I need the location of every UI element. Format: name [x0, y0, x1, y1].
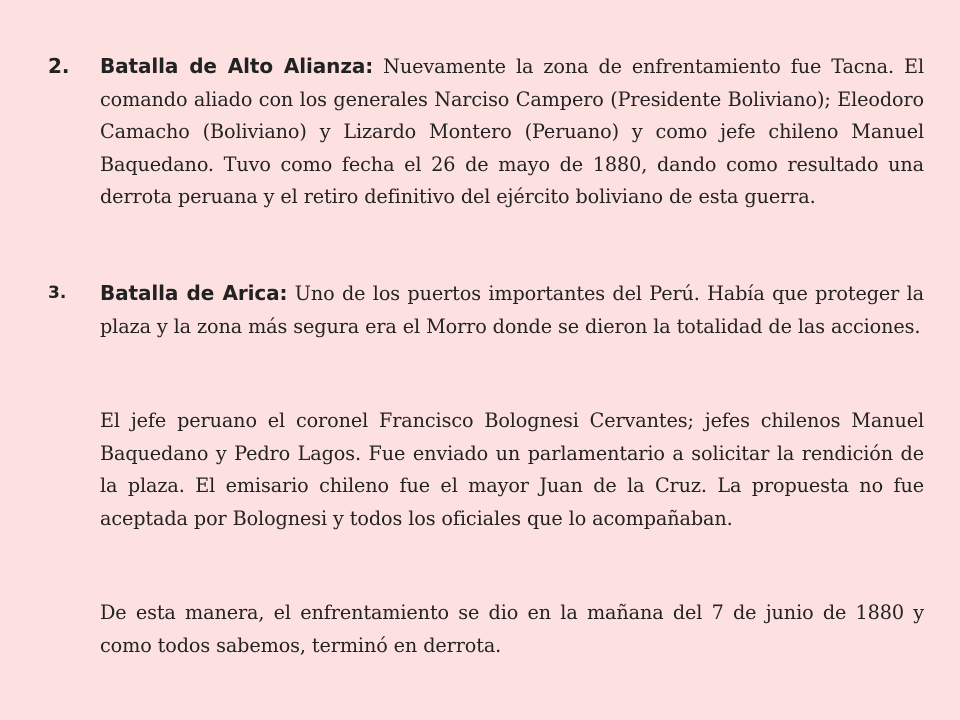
item-text: Uno de los puertos importantes del Perú. Había que proteger la plaza y la zona más segura era el Morro donde se dieron la totalidad de las acciones. — [100, 282, 924, 338]
list-item-arica — [48, 277, 924, 377]
item-text: Nuevamente la zona de enfrentamiento fue Tacna. El comando aliado con los generales Narciso Campero (Presidente Boliviano); Eleodoro Camacho (Boliviano) y Lizardo Montero (Peruano) y como jefe chileno Manuel Baquedano. Tuvo como fecha el 26 de mayo de 1880, dando como resultado una derrota peruana y el retiro definitivo del ejército boliviano de esta guerra. — [100, 55, 924, 208]
item-number: 3. — [48, 283, 67, 303]
list-item-alto-alianza — [48, 50, 924, 250]
paragraph-arica-leaders: El jefe peruano el coronel Francisco Bolognesi Cervantes; jefes chilenos Manuel Baquedano y Pedro Lagos. Fue enviado un parlamentario a solicitar la rendición de la plaza. El emisario chileno fue el mayor Juan de la Cruz. La propuesta no fue aceptada por Bolognesi y todos los oficiales que lo acompañaban. — [100, 409, 924, 530]
item-title: Batalla de Alto Alianza: — [100, 54, 374, 78]
item-body — [100, 50, 924, 214]
item-title: Batalla de Arica: — [100, 281, 288, 305]
item-body — [100, 277, 924, 343]
item-number: 2. — [48, 54, 70, 78]
paragraph-arica-outcome: De esta manera, el enfrentamiento se dio en la mañana del 7 de junio de 1880 y como todos sabemos, terminó en derrota. — [100, 601, 924, 657]
